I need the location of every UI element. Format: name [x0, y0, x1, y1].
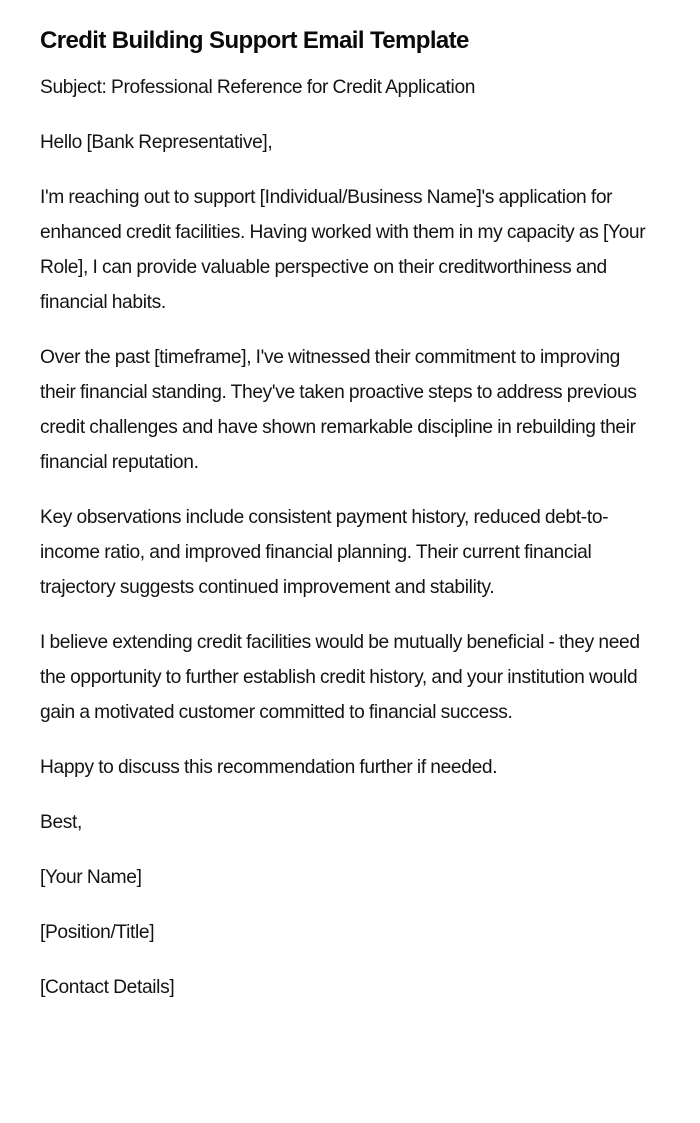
body-paragraph-introduction: I'm reaching out to support [Individual/Business Name]'s application for enhanced credit facilities. Having worked with them in my capacity as [Your Role], I can provide valuable perspective on their creditworthiness and financial habits. — [40, 187, 646, 313]
closing-line: Happy to discuss this recommendation further if needed. — [40, 757, 498, 778]
body-paragraph-observations: Key observations include consistent payment history, reduced debt-to-income ratio, and improved financial planning. Their current financial trajectory suggests continued improvement and stability. — [40, 507, 609, 598]
email-subject: Subject: Professional Reference for Credit Application — [40, 77, 476, 98]
sign-off: Best, — [40, 812, 82, 833]
signature-contact: [Contact Details] — [40, 977, 175, 998]
signature-position: [Position/Title] — [40, 922, 155, 943]
document-title: Credit Building Support Email Template — [40, 27, 469, 54]
body-paragraph-recommendation: I believe extending credit facilities would be mutually beneficial - they need the opportunity to further establish credit history, and your institution would gain a motivated customer committed to financial success. — [40, 632, 640, 723]
signature-name: [Your Name] — [40, 867, 142, 888]
body-paragraph-commitment: Over the past [timeframe], I've witnessed their commitment to improving their financial standing. They've taken proactive steps to address previous credit challenges and have shown remarkable discipline in rebuilding their financial reputation. — [40, 347, 637, 473]
email-greeting: Hello [Bank Representative], — [40, 132, 273, 153]
